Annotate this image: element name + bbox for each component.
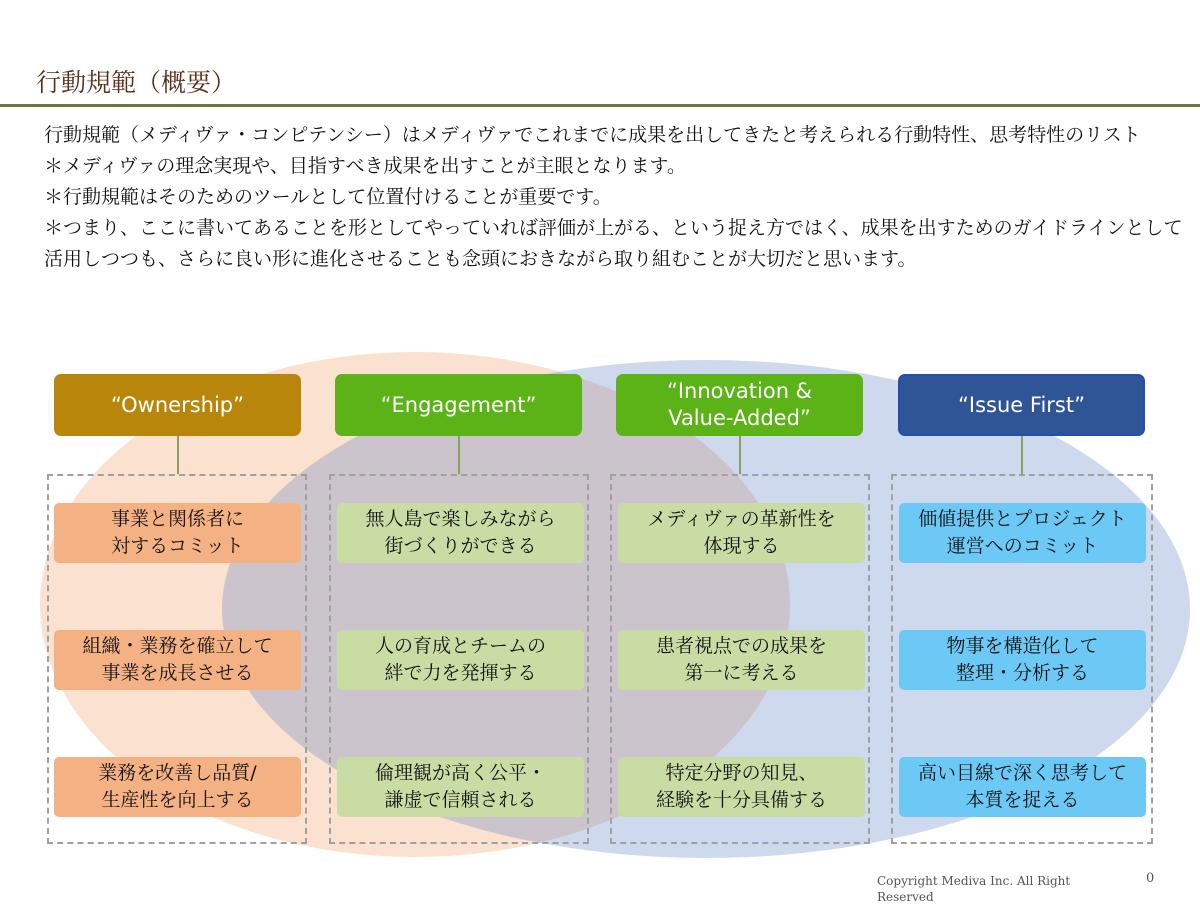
intro-line: ＊メディヴァの理念実現や、目指すべき成果を出すことが主眼となります。 <box>44 155 687 177</box>
title-divider <box>0 104 1200 107</box>
header-issue-first: “Issue First” <box>898 374 1145 436</box>
intro-line: 活用しつつも、さらに良い形に進化させることも念頭におきながら取り組むことが大切だと思います。 <box>44 248 917 270</box>
intro-line: ＊行動規範はそのためのツールとして位置付けることが重要です。 <box>44 186 612 208</box>
item-engagement-2: 人の育成とチームの 絆で力を発揮する <box>337 630 584 690</box>
item-issue-first-1: 価値提供とプロジェクト 運営へのコミット <box>899 503 1146 563</box>
header-innovation: “Innovation & Value-Added” <box>616 374 863 436</box>
item-engagement-3: 倫理観が高く公平・ 謙虚で信頼される <box>337 757 584 817</box>
page-number: 0 <box>1146 871 1155 886</box>
item-ownership-3: 業務を改善し品質/ 生産性を向上する <box>54 757 301 817</box>
intro-text <box>44 120 1184 275</box>
item-ownership-2: 組織・業務を確立して 事業を成長させる <box>54 630 301 690</box>
connector-line <box>739 436 741 474</box>
connector-line <box>1021 436 1023 474</box>
item-issue-first-3: 高い目線で深く思考して 本質を捉える <box>899 757 1146 817</box>
item-ownership-1: 事業と関係者に 対するコミット <box>54 503 301 563</box>
copyright-notice: Copyright Mediva Inc. All Right Reserved <box>877 874 1071 904</box>
item-innovation-1: メディヴァの革新性を 体現する <box>618 503 865 563</box>
header-ownership: “Ownership” <box>54 374 301 436</box>
intro-line: 行動規範（メディヴァ・コンピテンシー）はメディヴァでこれまでに成果を出してきたと考えられる行動特性、思考特性のリスト <box>44 124 1141 146</box>
item-innovation-3: 特定分野の知見、 経験を十分具備する <box>618 757 865 817</box>
slide-title: 行動規範（概要） <box>36 68 237 97</box>
item-issue-first-2: 物事を構造化して 整理・分析する <box>899 630 1146 690</box>
connector-line <box>458 436 460 474</box>
intro-line: ＊つまり、ここに書いてあることを形としてやっていれば評価が上がる、という捉え方ではく、成果を出すためのガイドラインとして <box>44 217 1183 239</box>
header-engagement: “Engagement” <box>335 374 582 436</box>
connector-line <box>177 436 179 474</box>
item-innovation-2: 患者視点での成果を 第一に考える <box>618 630 865 690</box>
item-engagement-1: 無人島で楽しみながら 街づくりができる <box>337 503 584 563</box>
